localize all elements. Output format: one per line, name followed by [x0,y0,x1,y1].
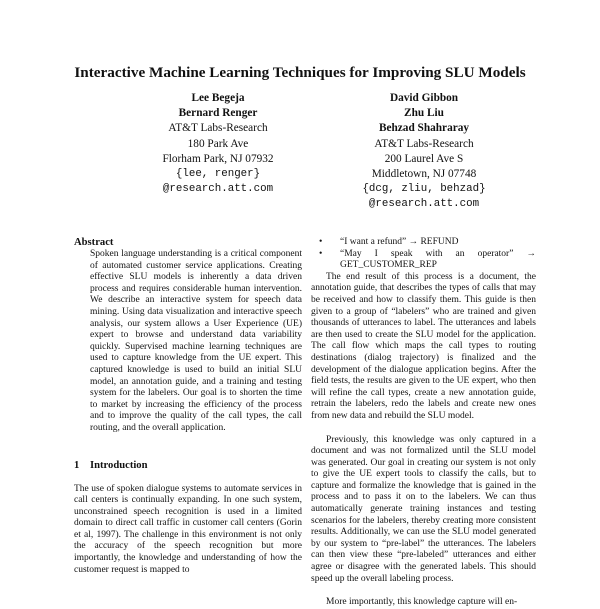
section-number: 1 [74,459,80,471]
list-item [311,249,536,272]
author-name: David Gibbon [389,92,459,104]
author-block-left [118,91,318,197]
list-item-text: “May I speak with an operator” → GET_CUSTOMER_REP [340,248,536,271]
section-title: Introduction [90,459,148,471]
author-email: {dcg, zliu, behzad} [362,183,486,196]
abstract-heading: Abstract [74,237,114,248]
left-column [74,237,302,576]
author-name: Lee Begeja [191,92,245,104]
author-affiliation: AT&T Labs-Research [168,122,268,135]
list-item-text: “I want a refund” → REFUND [340,237,459,247]
right-column [311,237,536,609]
author-name: Behzad Shahraray [378,122,470,135]
abstract-text: Spoken language understanding is a critical component of automated customer service applications. Creating effective SLU models is inherently a data driven process and requires considerable human intervention. We describe an interactive system for speech data mining. Using data visualization and interactive speech analysis, our system allows a User Experience (UE) expert to browse and understand data variability quickly. Supervised machine learning techniques are used to capture knowledge from the UE expert. This captured knowledge is used to build an initial SLU model, an annotation guide, and a training and testing system for the labelers. Our goal is to shorten the time to market by increasing the efficiency of the process and to improve the quality of the call types, the call routing, and the overall application. [90,249,302,433]
paragraph-spacer [311,585,536,597]
paper-title: Interactive Machine Learning Techniques for Improving SLU Models [74,64,526,81]
author-name: Bernard Renger [178,107,258,120]
author-address: 200 Laurel Ave S [384,152,464,165]
author-address: Middletown, NJ 07748 [371,168,477,181]
author-email: {lee, renger} [175,168,261,181]
author-address: Florham Park, NJ 07932 [162,152,274,165]
example-list [311,237,536,272]
author-block-right [334,91,514,213]
body-paragraph: The end result of this process is a document, the annotation guide, that describes the types of calls that may be received and how to classify them. This guide is then given to a group of “labelers” who are trained and given thousands of utterances to label. The utterances and labels are then used to create the SLU model for the application. The call flow which maps the call types to routing destinations (dialog trajectory) is finalized and the development of the dialogue application begins. After the field tests, the results are given to the UE expert, who then will refine the call types, create a new annotation guide, retrain the labelers, redo the labels and create new ones from new data and rebuild the SLU model. [311,271,536,421]
intro-paragraph: The use of spoken dialogue systems to automate services in call centers is continually expanding. In one such system, unconstrained speech recognition is used in a limited domain to direct call traffic in customer call centers (Gorin et al, 1997). The challenge in this environment is not only the accuracy of the speech recognition but more importantly, the knowledge and understanding of how the customer request is mapped to [74,483,302,575]
author-email-domain: @research.att.com [162,183,274,196]
bullet-icon: • [319,237,323,247]
paragraph-spacer [311,423,536,435]
author-email-domain: @research.att.com [368,198,480,211]
list-item [311,237,536,249]
author-affiliation: AT&T Labs-Research [374,137,474,150]
author-name: Zhu Liu [404,107,444,120]
bullet-icon: • [319,248,323,259]
author-address: 180 Park Ave [187,137,249,150]
body-paragraph: More importantly, this knowledge capture will en- [326,597,518,608]
section-heading-introduction [74,460,302,472]
body-paragraph: Previously, this knowledge was only captured in a document and was not formalized until the SLU model was generated. Our goal in creating our system is not only to give the UE expert tools to classify the calls, but to capture and formalize the knowledge that is gained in the process and to pass it on to the labelers. We can thus automatically generate training instances and testing scenarios for the labelers, thereby creating more consistent results. Additionally, we can use the SLU model generated by our system to “pre-label” the utterances. The labelers can then view these “pre-labeled” utterances and either agree or disagree with the generated labels. This should speed up the overall labeling process. [311,434,536,584]
